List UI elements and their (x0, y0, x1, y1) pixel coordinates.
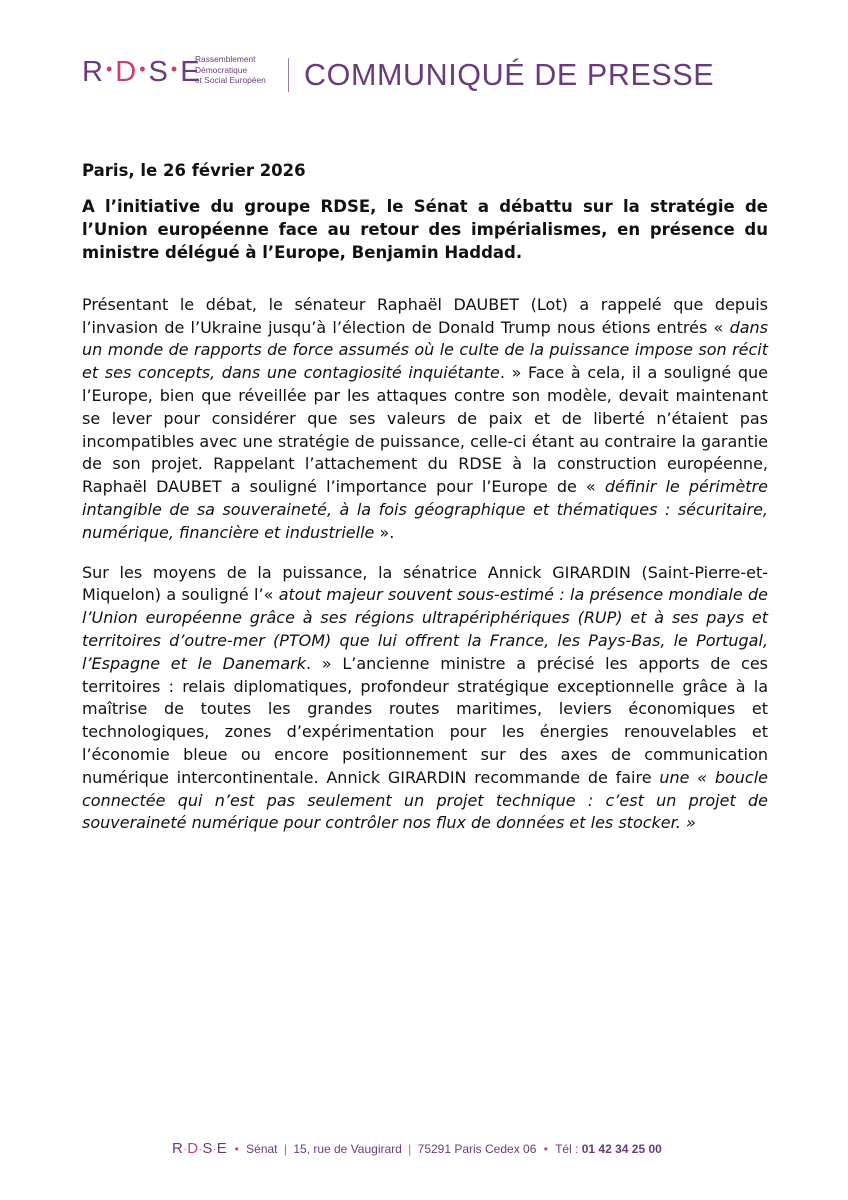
footer-bullet: • (234, 1142, 239, 1156)
body-paragraph (82, 562, 768, 836)
lead-paragraph: A l’initiative du groupe RDSE, le Sénat a débattu sur la stratégie de l’Union européenne face au retour des impérialismes, en présence du ministre délégué à l’Europe, Benjamin Haddad. (82, 196, 768, 262)
footer-address: 15, rue de Vaugirard (293, 1142, 402, 1156)
logo-letter-r: R (82, 56, 104, 88)
paragraph-text: Sur les moyens de la puissance, la sénatrice Annick GIRARDIN (Saint-Pierre-et-Miquelon) a souligné l’« (82, 562, 768, 605)
footer-phone: 01 42 34 25 00 (581, 1142, 662, 1156)
quoted-text: dans un monde de rapports de force assumés où le culte de la puissance impose son récit et ses concepts, dans une contagiosité inquiétante (82, 317, 768, 383)
footer-senat: Sénat (246, 1142, 278, 1156)
footer-city: 75291 Paris Cedex 06 (417, 1142, 537, 1156)
paragraph-text: ». (374, 522, 395, 542)
logo-letter-e: E (180, 56, 201, 88)
logo-tagline-line: Rassemblement (195, 54, 256, 64)
paragraph-text: . » Face à cela, il a souligné que l’Europe, bien que réveillée par les attaques contre son modèle, devait maintenant se lever pour considérer que ses valeurs de paix et de liberté n’étaient pas incompatibles avec une stratégie de puissance, celle-ci étant au contraire la garantie de son projet. Rappelant l’attachement du RDSE à la construction européenne, Raphaël DAUBET a souligné l’importance pour l’Europe de « (82, 363, 769, 497)
logo-tagline-line: Démocratique (195, 64, 248, 75)
rdse-logo: R •D •S •E (82, 56, 201, 88)
quoted-text: définir le périmètre intangible de sa souveraineté, à la fois géographique et thématiques : sécuritaire, numérique, financière et industrielle (82, 477, 769, 542)
release-date: Paris, le 26 février 2026 (82, 161, 306, 180)
logo-tagline (195, 54, 266, 86)
footer: R·D·S·E • Sénat | 15, rue de Vaugirard | 75291 Paris Cedex 06 • Tél : 01 42 34 25 00 (172, 1140, 662, 1157)
quoted-text: atout majeur souvent sous-estimé : la présence mondiale de l’Union européenne grâce à ses régions ultrapériphériques (RUP) et à ses pays et territoires d’outre-mer (PTOM) que lui offrent la France, les Pays-Bas, le Portugal, l’Espagne et le Danemark (82, 585, 768, 673)
logo-letter-s: S (148, 56, 169, 88)
header-divider (288, 58, 289, 92)
logo-letter-d: D (115, 56, 138, 88)
body-paragraph (82, 294, 768, 545)
footer-bullet: • (543, 1142, 548, 1156)
footer-logo: R·D·S·E (172, 1140, 228, 1157)
quoted-text: une « boucle connectée qui n’est pas seulement un projet technique : c’est un projet de souveraineté numérique pour contrôler nos flux de données et les stocker. » (82, 767, 769, 833)
paragraph-text: Présentant le débat, le sénateur Raphaël DAUBET (Lot) a rappelé que depuis l’invasion de l’Ukraine jusqu’à l’élection de Donald Trump nous étions entrés « (82, 294, 768, 337)
header (82, 52, 782, 102)
footer-tel-label: Tél : (555, 1142, 579, 1156)
document-title: COMMUNIQUÉ DE PRESSE (304, 58, 715, 92)
logo-tagline-line: et Social Européen (195, 75, 266, 86)
paragraph-text: . » L’ancienne ministre a précisé les apports de ces territoires : relais diplomatiques, profondeur stratégique exceptionnelle grâce à la maîtrise de toutes les grandes routes maritimes, leviers économiques et technologiques, zones d’expérimentation pour les énergies renouvelables et l’économie bleue ou encore positionnement sur des axes de communication numérique intercontinentale. Annick GIRARDIN recommande de faire (82, 653, 768, 787)
press-release-body (82, 160, 768, 852)
